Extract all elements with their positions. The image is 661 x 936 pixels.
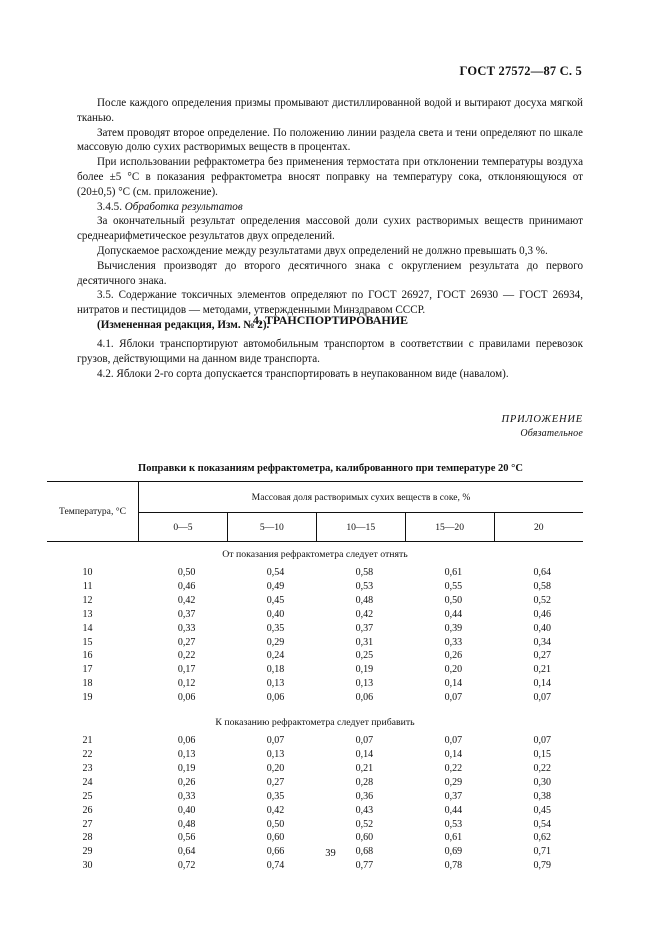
value-cell: 0,33: [444, 636, 463, 648]
value-cell: 0,06: [177, 735, 196, 747]
page-header: ГОСТ 27572—87 С. 5: [459, 64, 582, 78]
value-cell: 0,13: [177, 748, 196, 760]
value-cell: 0,07: [533, 692, 551, 704]
value-cell: 0,06: [177, 692, 196, 704]
value-cell: 0,49: [266, 580, 285, 592]
value-cell: 0,37: [444, 790, 463, 802]
table-row: [47, 691, 583, 705]
value-cell: 0,45: [266, 594, 285, 606]
value-cell: 0,12: [177, 678, 196, 690]
table-row: [47, 636, 583, 650]
body-text: [77, 96, 583, 333]
value-cell: 0,39: [444, 622, 463, 634]
page-number: 39: [325, 848, 336, 859]
table-row: [47, 748, 583, 762]
temperature-cell: 28: [82, 832, 93, 844]
value-cell: 0,26: [444, 650, 463, 662]
column-header: 5—10: [227, 513, 316, 542]
value-cell: 0,17: [177, 664, 196, 676]
value-cell: 0,22: [444, 762, 463, 774]
paragraph: 3.5. Содержание токсичных элементов определяют по ГОСТ 26927, ГОСТ 26930 — ГОСТ 26934, нитратов и пестицидов — методами, утвержденными Минздравом СССР.: [77, 289, 583, 317]
temperature-header: Температура, °С: [47, 482, 139, 542]
value-cell: 0,46: [533, 608, 551, 620]
value-cell: 0,22: [533, 762, 551, 774]
value-cell: 0,56: [177, 832, 196, 844]
temperature-cell: 26: [82, 804, 93, 816]
paragraph: 4.2. Яблоки 2-го сорта допускается транспортировать в неупакованном виде (навалом).: [97, 367, 509, 380]
value-cell: 0,19: [355, 664, 374, 676]
value-cell: 0,35: [266, 790, 285, 802]
value-cell: 0,07: [355, 735, 374, 747]
column-header: 15—20: [405, 513, 494, 542]
value-cell: 0,27: [177, 636, 196, 648]
value-cell: 0,30: [533, 776, 551, 788]
value-cell: 0,52: [533, 594, 551, 606]
value-cell: 0,21: [355, 762, 374, 774]
value-cell: 0,40: [177, 804, 196, 816]
table-row: [47, 649, 583, 663]
value-cell: 0,36: [355, 790, 374, 802]
value-cell: 0,20: [266, 762, 285, 774]
temperature-cell: 24: [82, 776, 93, 788]
value-cell: 0,37: [177, 608, 196, 620]
value-cell: 0,13: [266, 748, 285, 760]
value-cell: 0,69: [444, 846, 463, 858]
value-cell: 0,29: [266, 636, 285, 648]
value-cell: 0,40: [533, 622, 551, 634]
value-cell: 0,33: [177, 790, 196, 802]
column-header: 0—5: [139, 513, 228, 542]
value-cell: 0,20: [444, 664, 463, 676]
appendix-label: [502, 413, 584, 441]
value-cell: 0,55: [444, 580, 463, 592]
column-header: 20: [494, 513, 583, 542]
temperature-cell: 14: [82, 622, 93, 634]
value-cell: 0,62: [533, 832, 551, 844]
value-cell: 0,58: [533, 580, 551, 592]
temperature-cell: 15: [82, 636, 93, 648]
band-label: От показания рефрактометра следует отнять: [222, 549, 408, 560]
value-cell: 0,74: [266, 860, 285, 872]
value-cell: 0,66: [266, 846, 285, 858]
paragraph: Вычисления производят до второго десятичного знака с округлением результата до первого десятичного знака.: [77, 259, 583, 287]
temperature-cell: 11: [82, 580, 93, 592]
paragraph: За окончательный результат определения массовой доли сухих растворимых веществ принимают среднеарифметическое результатов двух определений.: [77, 215, 583, 243]
value-cell: 0,54: [533, 818, 551, 830]
paragraph: Затем проводят второе определение. По положению линии раздела света и тени определяют по шкале массовую долю сухих растворимых веществ в процентах.: [77, 126, 583, 154]
table-row: [47, 790, 583, 804]
value-cell: 0,42: [355, 608, 374, 620]
value-cell: 0,25: [355, 650, 374, 662]
table-row: [47, 762, 583, 776]
value-cell: 0,53: [355, 580, 374, 592]
value-cell: 0,18: [266, 664, 285, 676]
table-caption: Поправки к показаниям рефрактометра, калиброванного при температуре 20 °С: [138, 463, 523, 474]
value-cell: 0,13: [266, 678, 285, 690]
value-cell: 0,61: [444, 832, 463, 844]
value-cell: 0,71: [533, 846, 551, 858]
value-cell: 0,24: [266, 650, 285, 662]
value-cell: 0,33: [177, 622, 196, 634]
value-cell: 0,78: [444, 860, 463, 872]
temperature-cell: 13: [82, 608, 93, 620]
refractometer-correction-table: [47, 481, 583, 873]
value-cell: 0,42: [266, 804, 285, 816]
value-cell: 0,54: [266, 567, 285, 578]
clause-number: 3.4.5.: [97, 200, 122, 213]
value-cell: 0,34: [533, 636, 551, 648]
paragraph: После каждого определения призмы промывают дистиллированной водой и вытирают досуха мягкой тканью.: [77, 97, 583, 124]
value-cell: 0,14: [444, 678, 463, 690]
temperature-cell: 27: [82, 818, 93, 830]
value-cell: 0,48: [355, 594, 374, 606]
value-cell: 0,38: [533, 790, 551, 802]
value-cell: 0,48: [177, 818, 196, 830]
value-cell: 0,52: [355, 818, 374, 830]
value-cell: 0,50: [266, 818, 285, 830]
temperature-cell: 21: [82, 735, 93, 747]
temperature-cell: 12: [82, 594, 93, 606]
value-cell: 0,07: [444, 735, 463, 747]
value-cell: 0,50: [444, 594, 463, 606]
value-cell: 0,79: [533, 860, 551, 872]
table-row: [47, 776, 583, 790]
temperature-cell: 29: [82, 846, 93, 858]
value-cell: 0,72: [177, 860, 196, 872]
value-cell: 0,06: [266, 692, 285, 704]
temperature-cell: 25: [82, 790, 93, 802]
value-cell: 0,44: [444, 804, 463, 816]
table-row: [47, 663, 583, 677]
value-cell: 0,61: [444, 567, 463, 578]
temperature-cell: 10: [82, 567, 93, 578]
temperature-cell: 22: [82, 748, 93, 760]
value-cell: 0,35: [266, 622, 285, 634]
value-cell: 0,50: [177, 567, 196, 578]
revision-note: (Измененная редакция, Изм. № 2).: [97, 318, 270, 331]
value-cell: 0,14: [533, 678, 551, 690]
value-cell: 0,43: [355, 804, 374, 816]
value-cell: 0,37: [355, 622, 374, 634]
value-cell: 0,19: [177, 762, 196, 774]
value-cell: 0,64: [533, 567, 551, 578]
value-cell: 0,22: [177, 650, 196, 662]
table-row: [47, 677, 583, 691]
value-cell: 0,15: [533, 748, 551, 760]
paragraph: Допускаемое расхождение между результатами двух определений не должно превышать 0,3 %.: [97, 244, 548, 257]
temperature-cell: 18: [82, 678, 93, 690]
table-row: [47, 818, 583, 832]
temperature-cell: 23: [82, 762, 93, 774]
value-cell: 0,14: [355, 748, 374, 760]
value-cell: 0,31: [355, 636, 374, 648]
section-title: 4. ТРАНСПОРТИРОВАНИЕ: [252, 313, 409, 327]
section-body: [77, 337, 583, 381]
value-cell: 0,07: [533, 735, 551, 747]
paragraph: При использовании рефрактометра без применения термостата при отклонении температуры воздуха более ±5 °С в показания рефрактометра вносят поправку на температуру сока, отклоняющуюся от (20±0,5) °С (см. приложение).: [77, 156, 583, 198]
value-cell: 0,07: [266, 735, 285, 747]
value-cell: 0,14: [444, 748, 463, 760]
value-cell: 0,13: [355, 678, 374, 690]
paragraph: 4.1. Яблоки транспортируют автомобильным транспортом в соответствии с правилами перевозок грузов, действующими на данном виде транспорта.: [77, 338, 583, 365]
column-header: 10—15: [316, 513, 405, 542]
value-cell: 0,45: [533, 804, 551, 816]
table-row: [47, 831, 583, 845]
value-cell: 0,28: [355, 776, 374, 788]
table-row: [47, 859, 583, 873]
value-cell: 0,27: [533, 650, 551, 662]
table-row: [47, 580, 583, 594]
value-cell: 0,06: [355, 692, 374, 704]
band-label: К показанию рефрактометра следует прибавить: [215, 717, 415, 729]
value-cell: 0,60: [266, 832, 285, 844]
clause-heading: [77, 200, 583, 215]
appendix-subtitle: Обязательное: [520, 428, 583, 439]
group-header: Массовая доля растворимых сухих веществ в соке, %: [139, 482, 584, 513]
value-cell: 0,40: [266, 608, 285, 620]
temperature-cell: 17: [82, 664, 93, 676]
value-cell: 0,60: [355, 832, 374, 844]
band-row: [47, 705, 583, 734]
table-row: [47, 594, 583, 608]
clause-title: Обработка результатов: [124, 200, 243, 213]
table-row: [47, 804, 583, 818]
value-cell: 0,44: [444, 608, 463, 620]
table-row: [47, 734, 583, 748]
table-row: [47, 622, 583, 636]
temperature-cell: 19: [82, 692, 93, 704]
value-cell: 0,46: [177, 580, 196, 592]
band-row: [47, 542, 583, 567]
temperature-cell: 30: [82, 860, 93, 872]
value-cell: 0,68: [355, 846, 374, 858]
table-row: [47, 566, 583, 580]
value-cell: 0,53: [444, 818, 463, 830]
value-cell: 0,26: [177, 776, 196, 788]
value-cell: 0,42: [177, 594, 196, 606]
value-cell: 0,64: [177, 846, 196, 858]
value-cell: 0,07: [444, 692, 463, 704]
value-cell: 0,29: [444, 776, 463, 788]
value-cell: 0,21: [533, 664, 551, 676]
value-cell: 0,77: [355, 860, 374, 872]
value-cell: 0,58: [355, 567, 374, 578]
table-row: [47, 608, 583, 622]
value-cell: 0,27: [266, 776, 285, 788]
appendix-title: ПРИЛОЖЕНИЕ: [501, 414, 583, 425]
temperature-cell: 16: [82, 650, 93, 662]
